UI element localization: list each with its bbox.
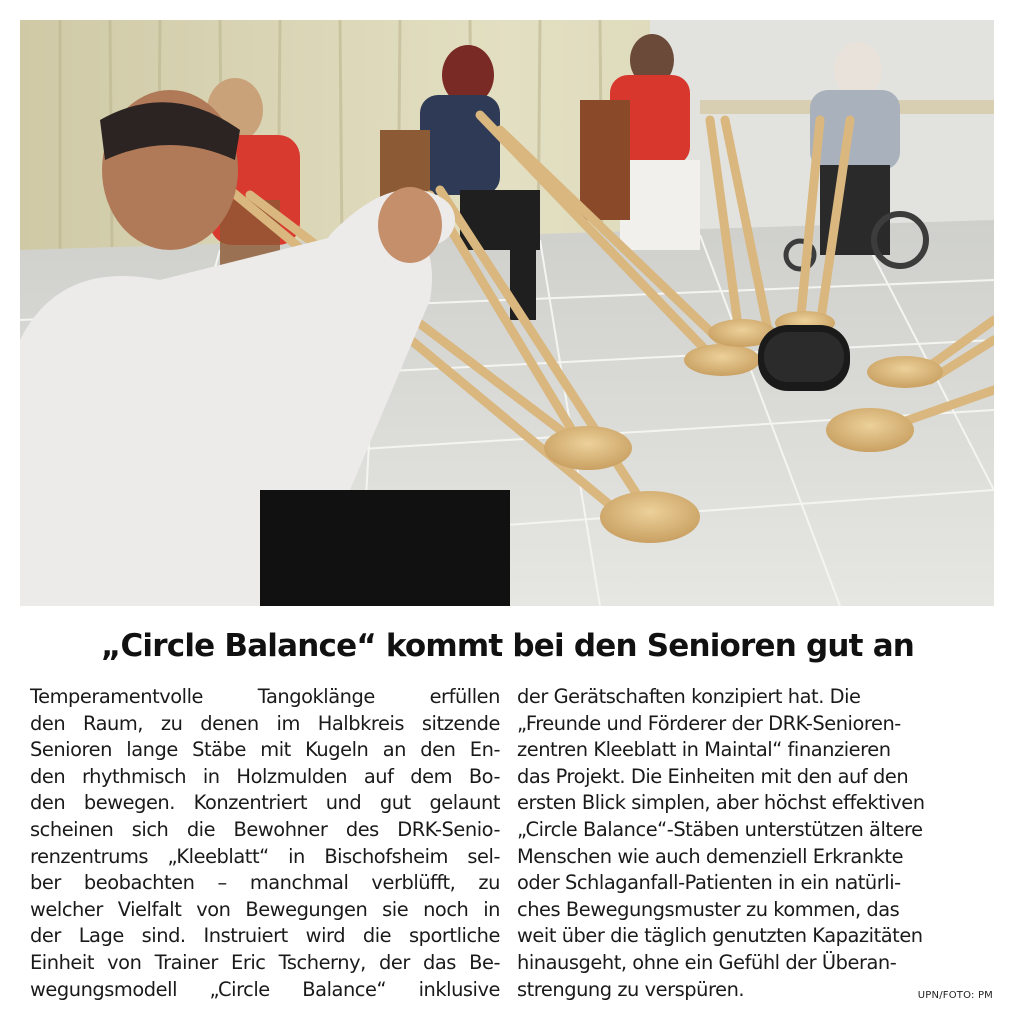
body-line: Einheit von Trainer Eric Tscherny, der das Be-: [30, 950, 500, 974]
body-line: den rhythmisch in Holzmulden auf dem Bo-: [30, 764, 500, 788]
body-line: „Circle Balance“-Stäben unterstützen ältere: [517, 817, 923, 841]
photo-credit: UPN/FOTO: PM: [917, 990, 993, 1001]
body-line: scheinen sich die Bewohner des DRK-Senio-: [30, 817, 500, 841]
body-line: hinausgeht, ohne ein Gefühl der Überan-: [517, 950, 897, 974]
body-line: das Projekt. Die Einheiten mit den auf den: [517, 764, 909, 788]
body-line: ber beobachten – manchmal verblüfft, zu: [30, 871, 500, 895]
body-line: der Gerätschaften konzipiert hat. Die: [517, 685, 861, 708]
article-body-right-column: [517, 684, 987, 1003]
body-line: der Lage sind. Instruiert wird die sportliche: [30, 924, 500, 948]
body-line: oder Schlaganfall-Patienten in ein natürli-: [517, 871, 901, 895]
body-line: „Freunde und Förderer der DRK-Senioren-: [517, 711, 901, 735]
body-line: wegungsmodell „Circle Balance“ inklusive: [30, 977, 500, 1001]
body-line: den bewegen. Konzentriert und gut gelaunt: [30, 791, 500, 815]
body-line: zentren Kleeblatt in Maintal“ finanzieren: [517, 738, 891, 762]
body-line: strengung zu verspüren.: [517, 977, 745, 1001]
body-line: renzentrums „Kleeblatt“ in Bischofsheim sel-: [30, 844, 500, 868]
body-line: weit über die täglich genutzten Kapazitäten: [517, 924, 923, 948]
photo-illustration: [20, 20, 994, 606]
body-line: Temperamentvolle Tangoklänge erfüllen: [30, 685, 500, 708]
body-line: ersten Blick simplen, aber höchst effektiven: [517, 791, 925, 815]
body-line: Menschen wie auch demenziell Erkrankte: [517, 844, 904, 868]
article-photo: [20, 20, 994, 606]
body-line: ches Bewegungsmuster zu kommen, das: [517, 897, 900, 921]
article-headline: „Circle Balance“ kommt bei den Senioren gut an: [100, 628, 915, 664]
body-line: welcher Vielfalt von Bewegungen sie noch in: [30, 897, 500, 921]
body-line: Senioren lange Stäbe mit Kugeln an den En-: [30, 738, 500, 762]
article-body-left-column: [30, 684, 500, 1003]
body-line: den Raum, zu denen im Halbkreis sitzende: [30, 711, 500, 735]
